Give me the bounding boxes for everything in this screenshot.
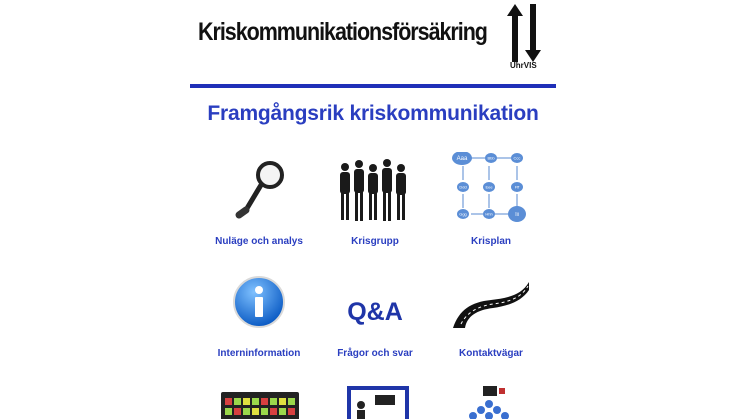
button-grid-icon bbox=[219, 388, 299, 419]
tile-presentation[interactable] bbox=[314, 385, 436, 419]
flow-node-label: Aaa bbox=[456, 156, 468, 162]
tile-label: Nuläge och analys bbox=[215, 236, 303, 247]
flow-node-label: Bbb bbox=[487, 155, 495, 161]
flow-node-label: Ggg bbox=[459, 211, 467, 217]
flow-node-label: Ccc bbox=[513, 155, 521, 161]
brand-title: Kriskommunikationsförsäkring bbox=[198, 18, 487, 46]
flow-node-label: Ddd bbox=[459, 184, 467, 190]
tile-krisplan[interactable] bbox=[430, 152, 552, 262]
tile-label: Krisgrupp bbox=[351, 236, 399, 247]
tile-kontaktvagar[interactable] bbox=[430, 270, 552, 380]
flow-node-label: Fff bbox=[514, 184, 520, 190]
page-headline: Framgångsrik kriskommunikation bbox=[207, 102, 539, 125]
tile-label: Frågor och svar bbox=[337, 348, 413, 359]
audience-icon bbox=[451, 384, 531, 419]
tile-label: Krisplan bbox=[470, 236, 511, 247]
tile-krisgrupp[interactable] bbox=[314, 158, 436, 268]
team-silhouettes-icon bbox=[335, 158, 415, 230]
qa-icon bbox=[335, 270, 415, 342]
logo-subtitle: UhrVIS bbox=[510, 61, 537, 70]
flowchart-icon bbox=[451, 152, 531, 230]
tile-audience[interactable] bbox=[430, 384, 552, 419]
info-icon bbox=[219, 270, 299, 342]
presentation-icon bbox=[335, 385, 415, 419]
flow-node-label: Eee bbox=[485, 184, 493, 190]
tile-button-grid[interactable] bbox=[198, 388, 320, 419]
tile-label: Interninformation bbox=[217, 348, 301, 359]
tile-label: Kontaktvägar bbox=[459, 348, 523, 359]
road-icon bbox=[451, 270, 531, 342]
qa-text: Q&A bbox=[347, 298, 403, 326]
page bbox=[190, 0, 556, 419]
tile-nulage-och-analys[interactable] bbox=[198, 158, 320, 268]
magnifier-icon bbox=[219, 158, 299, 230]
updown-arrows-icon bbox=[506, 2, 542, 64]
header-divider bbox=[190, 84, 556, 88]
tile-fragor-och-svar[interactable] bbox=[314, 270, 436, 380]
flow-node-label: Iii bbox=[515, 212, 519, 218]
flow-node-label: Hhh bbox=[485, 211, 493, 217]
tile-interninformation[interactable] bbox=[198, 270, 320, 380]
